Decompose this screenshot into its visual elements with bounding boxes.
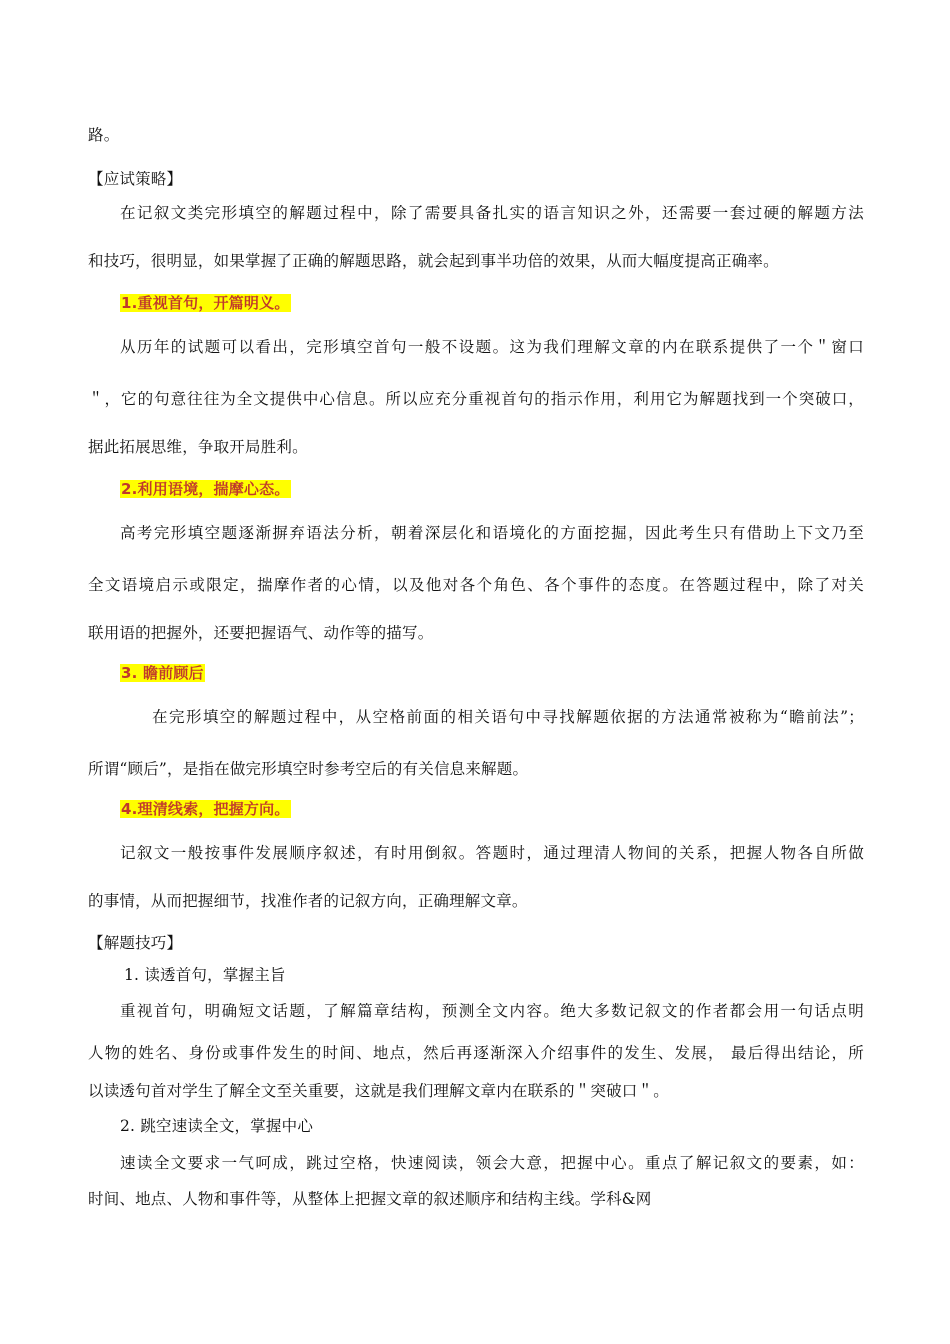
subheading-4 [120,798,291,820]
text-line: 人物的姓名、身份或事件发生的时间、地点，然后再逐渐深入介绍事件的发生、发展， 最后得出结论，所 [88,1044,864,1062]
highlight-text: 1.重视首句，开篇明义。 [121,294,290,312]
text-line: 重视首句，明确短文话题，了解篇章结构，预测全文内容。绝大多数记叙文的作者都会用一句话点明 [120,1002,864,1020]
section-heading-tips: 【解题技巧】 [88,934,183,952]
highlight-text: 4.理清线索，把握方向。 [121,800,290,818]
subheading-1 [120,292,291,314]
text-line: 高考完形填空题逐渐摒弃语法分析，朝着深层化和语境化的方面挖掘，因此考生只有借助上下文乃至 [120,524,864,542]
text-line: 的事情，从而把握细节，找准作者的记叙方向，正确理解文章。 [88,892,528,910]
highlight-text: 2.利用语境，揣摩心态。 [121,480,290,498]
text-line: 速读全文要求一气呵成，跳过空格，快速阅读，领会大意，把握中心。重点了解记叙文的要素，如： [120,1154,864,1172]
text-line: 联用语的把握外，还要把握语气、动作等的描写。 [88,624,434,642]
text-line: 和技巧，很明显，如果掌握了正确的解题思路，就会起到事半功倍的效果，从而大幅度提高正确率。 [88,252,779,270]
text-line: 时间、地点、人物和事件等，从整体上把握文章的叙述顺序和结构主线。学科&网 [88,1190,652,1208]
text-line: 从历年的试题可以看出，完形填空首句一般不设题。这为我们理解文章的内在联系提供了一个＂窗口 [120,338,864,356]
text-line: 所谓“顾后”，是指在做完形填空时参考空后的有关信息来解题。 [88,760,529,778]
highlight-text: 3. 瞻前顾后 [121,664,204,682]
text-line: ＂，它的句意往往为全文提供中心信息。所以应充分重视首句的指示作用，利用它为解题找到一个突破口， [88,390,864,408]
section-heading-strategy: 【应试策略】 [88,170,183,188]
subheading-3 [120,662,205,684]
tip-heading-2: 2. 跳空速读全文，掌握中心 [120,1117,314,1135]
tip-heading-1: 1. 读透首句，掌握主旨 [124,966,286,984]
subheading-2 [120,478,291,500]
text-line: 据此拓展思维，争取开局胜利。 [88,438,308,456]
text-line: 路。 [88,126,120,144]
text-line: 在记叙文类完形填空的解题过程中，除了需要具备扎实的语言知识之外，还需要一套过硬的解题方法 [120,204,864,222]
text-line: 记叙文一般按事件发展顺序叙述，有时用倒叙。答题时，通过理清人物间的关系，把握人物各自所做 [120,844,864,862]
text-line: 以读透句首对学生了解全文至关重要，这就是我们理解文章内在联系的＂突破口＂。 [88,1082,669,1100]
text-line: 全文语境启示或限定，揣摩作者的心情，以及他对各个角色、各个事件的态度。在答题过程中，除了对关 [88,576,864,594]
text-line: 在完形填空的解题过程中，从空格前面的相关语句中寻找解题依据的方法通常被称为“瞻前法”； [152,708,864,726]
